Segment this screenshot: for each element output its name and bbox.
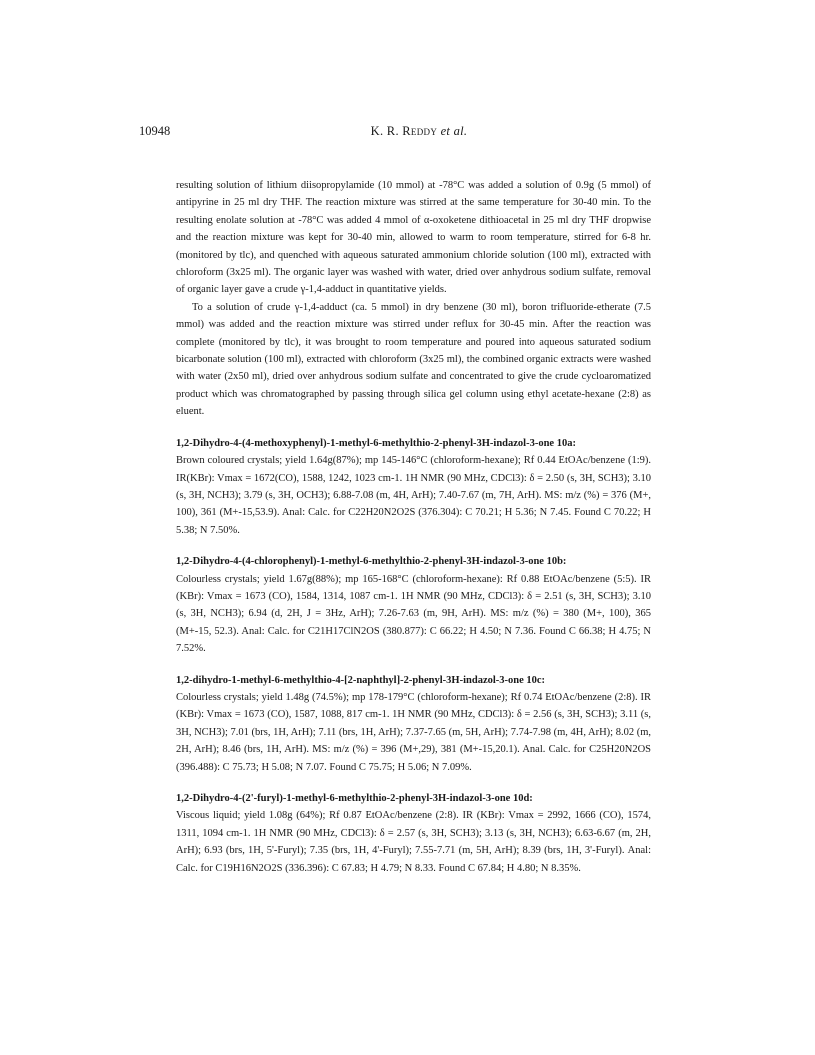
compound-data: Brown coloured crystals; yield 1.64g(87%); mp 145-146°C (chloroform-hexane); Rf 0.44 EtOAc/benzene (1:9). IR(KBr): Vmax = 1672(CO), 1588, 1242, 1023 cm-1. 1H NMR (90 MHz, CDCl3): δ = 2.50 (s, 3H, SCH3); 3.10 (s, 3H, NCH3); 3.79 (s, 3H, OCH3); 6.88-7.08 (m, 4H, ArH); 7.40-7.67 (m, 7H, ArH). MS: m/z (%) = 376 (M+, 100), 361 (M+-15,53.9). Anal: Calc. for C22H20N2O2S (376.304): C 70.21; H 5.36; N 7.45. Found C 70.22; H 5.38; N 7.50%.	[176, 455, 651, 536]
procedure-paragraph: resulting solution of lithium diisopropylamide (10 mmol) at -78°C was added a solution of 0.9g (5 mmol) of antipyrine in 25 ml dry THF. The reaction mixture was stirred at the same temperature for 30-40 min. To the resulting enolate solution at -78°C was added 4 mmol of α-oxoketene dithioacetal in 25 ml dry THF dropwise and the reaction mixture was kept for 30-40 min, allowed to warm to room temperature, stirred for 6-8 hr. (monitored by tlc), and quenched with aqueous saturated ammonium chloride solution (100 ml), extracted with chloroform (3x25 ml). The organic layer was washed with water, dried over anhydrous sodium sulfate, removal of organic layer gave a crude γ-1,4-adduct in quantitative yields.	[176, 180, 651, 296]
compound-title: 1,2-Dihydro-4-(2'-furyl)-1-methyl-6-methylthio-2-phenyl-3H-indazol-3-one 10d:	[176, 793, 533, 804]
page-header	[139, 124, 699, 142]
page-number: 10948	[139, 124, 171, 138]
running-head	[139, 124, 699, 139]
compound-title: 1,2-dihydro-1-methyl-6-methylthio-4-[2-naphthyl]-2-phenyl-3H-indazol-3-one 10c:	[176, 674, 546, 686]
running-head-author: K. R. Reddy	[370, 124, 438, 138]
compound-entry	[176, 435, 651, 539]
compound-data: Viscous liquid; yield 1.08g (64%); Rf 0.87 EtOAc/benzene (2:8). IR (KBr): Vmax = 2992, 1666 (CO), 1574, 1311, 1094 cm-1. 1H NMR (90 MHz, CDCl3): δ = 2.57 (s, 3H, SCH3); 3.13 (s, 3H, NCH3); 6.63-6.67 (m, 2H, ArH); 6.93 (brs, 1H, 5'-Furyl); 7.35 (brs, 1H, 4'-Furyl); 7.55-7.71 (m, 5H, ArH); 8.39 (brs, 1H, 3'-Furyl). Anal: Calc. for C19H16N2O2S (336.396): C 67.83; H 4.79; N 8.33. Found C 67.84; H 4.80; N 8.35%.	[176, 810, 651, 874]
compound-title: 1,2-Dihydro-4-(4-methoxyphenyl)-1-methyl-6-methylthio-2-phenyl-3H-indazol-3-one 10a:	[176, 437, 576, 449]
compound-data: Colourless crystals; yield 1.67g(88%); mp 165-168°C (chloroform-hexane): Rf 0.88 EtOAc/benzene (5:5). IR (KBr): Vmax = 1673 (CO), 1584, 1314, 1087 cm-1. 1H NMR (90 MHz, CDCl3): δ = 2.51 (s, 3H, SCH3); 3.10 (s, 3H, NCH3); 6.94 (d, 2H, J = 3Hz, ArH); 7.26-7.63 (m, 9H, ArH). MS: m/z (%) = 380 (M+, 100), 365 (M+-15, 52.3). Anal: Calc. for C21H17ClN2OS (380.877): C 66.22; H 4.50; N 7.36. Found C 66.38; H 4.75; N 7.52%.	[176, 573, 651, 655]
procedure-paragraph: To a solution of crude γ-1,4-adduct (ca. 5 mmol) in dry benzene (30 ml), boron trifluoride-etherate (7.5 mmol) was added and the reaction mixture was stirred under reflux for 30-45 min. After the reaction was complete (monitored by tlc), it was brought to room temperature and poured into aqueous saturated sodium bicarbonate solution (100 ml), extracted with chloroform (3x25 ml), the combined organic extracts were washed with water (2x50 ml), dried over anhydrous sodium sulfate and concentrated to give the crude cycloaromatized product which was chromatographed by passing through silica gel column using ethyl acetate-hexane (2:8) as eluent.	[176, 301, 651, 418]
running-head-etal: et al.	[440, 124, 468, 138]
compound-entry	[176, 790, 651, 877]
article-body	[176, 177, 651, 877]
compound-data: Colourless crystals; yield 1.48g (74.5%); mp 178-179°C (chloroform-hexane); Rf 0.74 EtOAc/benzene (2:8). IR (KBr): Vmax = 1673 (CO), 1587, 1088, 817 cm-1. 1H NMR (90 MHz, CDCl3): δ = 2.56 (s, 3H, SCH3); 3.11 (s, 3H, NCH3); 7.01 (brs, 1H, ArH); 7.11 (brs, 1H, ArH); 7.37-7.65 (m, 5H, ArH); 7.74-7.98 (m, 4H, ArH); 8.02 (m, 2H, ArH); 8.46 (brs, 1H, ArH). MS: m/z (%) = 396 (M+,29), 381 (M+-15,20.1). Anal. Calc. for C25H20N2OS (396.488): C 75.73; H 5.08; N 7.07. Found C 75.75; H 5.06; N 7.09%.	[176, 691, 651, 773]
compound-entry	[176, 553, 651, 657]
compound-entry	[176, 672, 651, 776]
compound-title: 1,2-Dihydro-4-(4-chlorophenyl)-1-methyl-6-methylthio-2-phenyl-3H-indazol-3-one 10b:	[176, 556, 567, 568]
